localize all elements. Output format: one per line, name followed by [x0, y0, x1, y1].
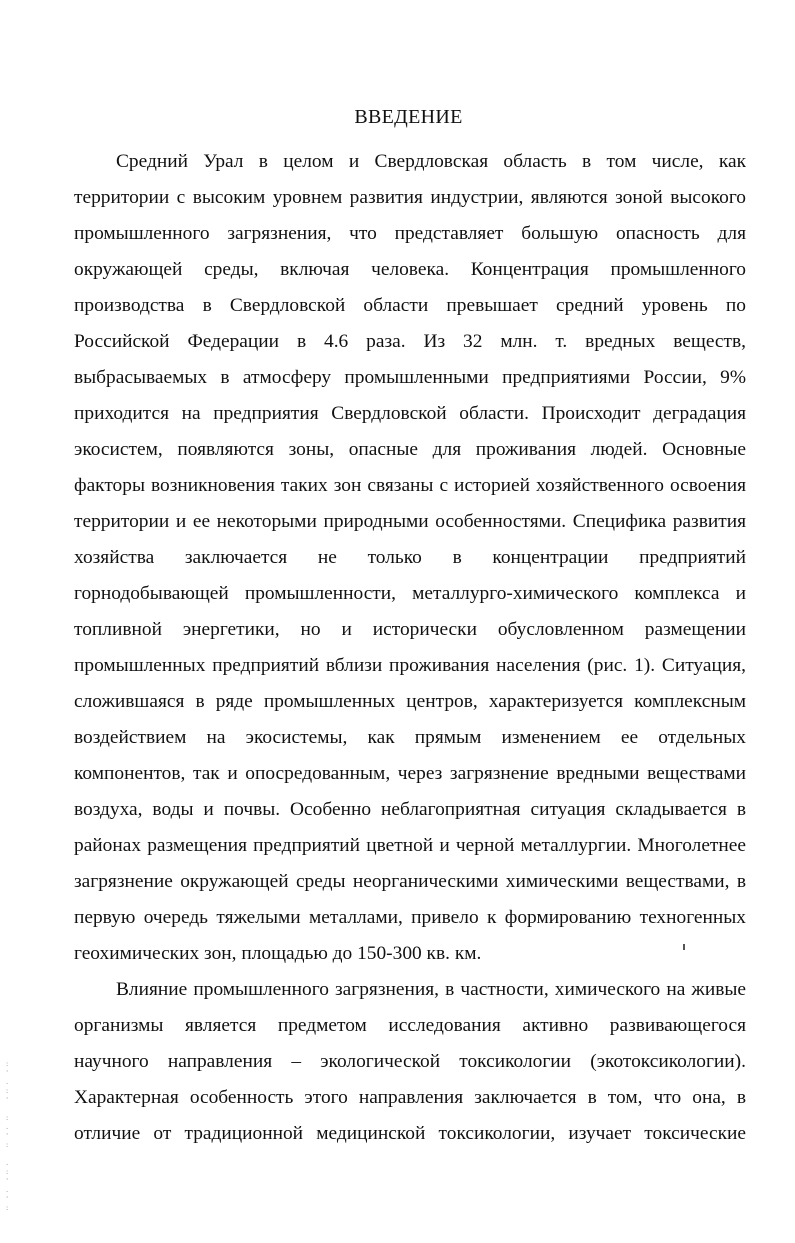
paragraph-1 — [74, 144, 746, 972]
text-line: топливной энергетики, но и исторически обусловленном размещении — [74, 619, 746, 640]
text-line: выбрасываемых в атмосферу промышленными предприятиями России, 9% — [74, 367, 746, 388]
text-line: приходится на предприятия Свердловской области. Происходит деградация — [74, 403, 746, 424]
text-line: территории с высоким уровнем развития индустрии, являются зоной высокого — [74, 187, 746, 208]
text-line: загрязнение окружающей среды неорганическими химическими веществами, в — [74, 871, 746, 892]
text-line: Средний Урал в целом и Свердловская область в том числе, как — [116, 151, 746, 172]
body-text — [74, 144, 746, 1152]
text-line: Российской Федерации в 4.6 раза. Из 32 млн. т. вредных веществ, — [74, 331, 746, 352]
text-line: районах размещения предприятий цветной и черной металлургии. Многолетнее — [74, 835, 746, 856]
text-line: компонентов, так и опосредованным, через загрязнение вредными веществами — [74, 763, 746, 784]
text-line: научного направления – экологической токсикологии (экотоксикологии). — [74, 1051, 746, 1072]
text-line: территории и ее некоторыми природными особенностями. Специфика развития — [74, 511, 746, 532]
text-line: воздуха, воды и почвы. Особенно неблагоприятная ситуация складывается в — [74, 799, 746, 820]
text-line: Влияние промышленного загрязнения, в частности, химического на живые — [116, 979, 746, 1000]
text-line: промышленных предприятий вблизи проживания населения (рис. 1). Ситуация, — [74, 655, 746, 676]
paragraph-2 — [74, 972, 746, 1152]
text-line: окружающей среды, включая человека. Концентрация промышленного — [74, 259, 746, 280]
text-line: производства в Свердловской области превышает средний уровень по — [74, 295, 746, 316]
text-line: горнодобывающей промышленности, металлурго-химического комплекса и — [74, 583, 746, 604]
text-line: сложившаяся в ряде промышленных центров, характеризуется комплексным — [74, 691, 746, 712]
text-line: экосистем, появляются зоны, опасные для проживания людей. Основные — [74, 439, 746, 460]
page-title: ВВЕДЕНИЕ — [354, 106, 463, 128]
text-line: отличие от традиционной медицинской токсикологии, изучает токсические — [74, 1123, 746, 1144]
scan-speck — [683, 944, 685, 950]
text-line: Характерная особенность этого направления заключается в том, что она, в — [74, 1087, 746, 1108]
scan-margin-noise: : ' . : ' : . ' : . : ' . ' : — [5, 1060, 10, 1212]
text-line: промышленного загрязнения, что представляет большую опасность для — [74, 223, 746, 244]
text-line: хозяйства заключается не только в концентрации предприятий — [74, 547, 746, 568]
text-line: факторы возникновения таких зон связаны с историей хозяйственного освоения — [74, 475, 746, 496]
text-line: первую очередь тяжелыми металлами, привело к формированию техногенных — [74, 907, 746, 928]
text-line: воздействием на экосистемы, как прямым изменением ее отдельных — [74, 727, 746, 748]
text-line: организмы является предметом исследования активно развивающегося — [74, 1015, 746, 1036]
text-line: геохимических зон, площадью до 150-300 кв. км. — [74, 943, 482, 964]
